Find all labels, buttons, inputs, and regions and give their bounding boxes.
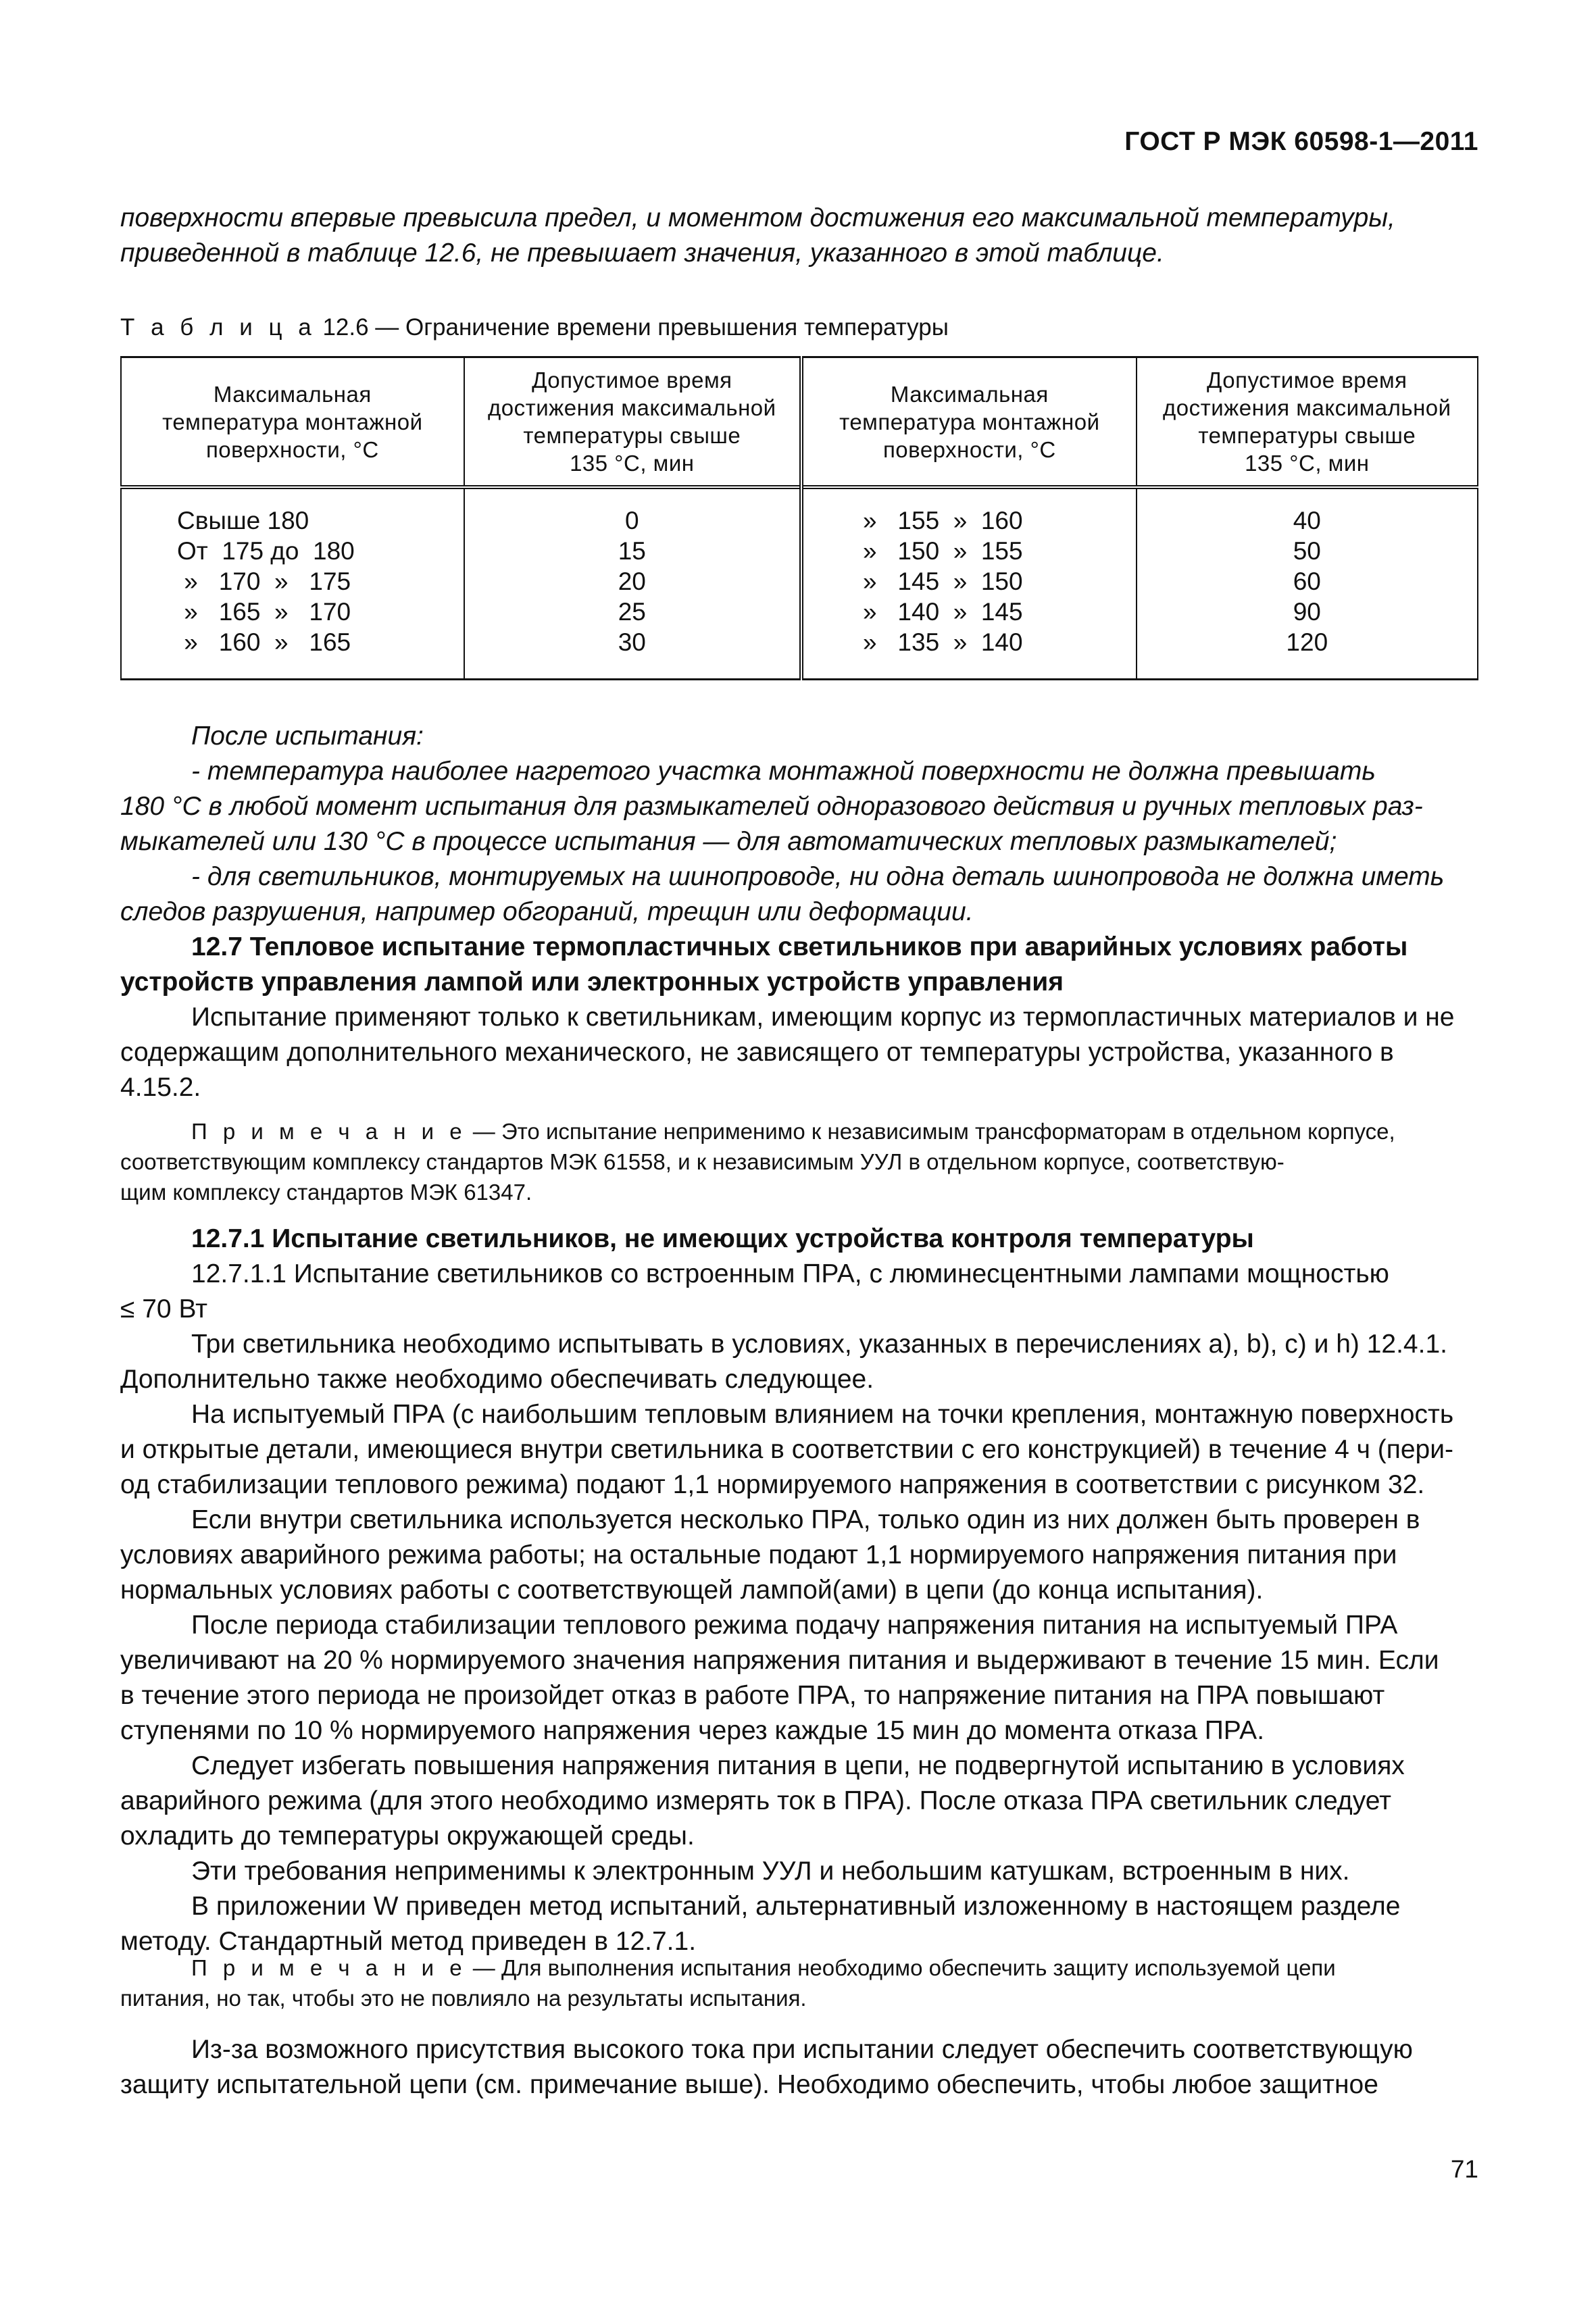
section-heading: 12.7.1 Испытание светильников, не имеющих устройства контроля температуры (191, 1224, 1254, 1253)
text-line: Следует избегать повышения напряжения питания в цепи, не подвергнутой испытанию в условиях (191, 1751, 1405, 1780)
section-12-7 (120, 930, 1478, 1105)
text-line: приведенной в таблице 12.6, не превышает значения, указанного в этой таблице. (120, 238, 1164, 268)
final-paragraph (120, 2032, 1478, 2103)
text-line: аварийного режима (для этого необходимо измерять ток в ПРА). После отказа ПРА светильник следует (120, 1786, 1392, 1815)
note-text: — Это испытание неприменимо к независимым трансформаторам в отдельном корпусе, (466, 1119, 1395, 1144)
table-col-time-1: 0 15 20 25 30 (464, 487, 801, 680)
text-line: методу. Стандартный метод приведен в 12.7.1. (120, 1927, 697, 1956)
text-line: увеличивают на 20 % нормируемого значения напряжения питания и выдерживают в течение 15 мин. Если (120, 1646, 1439, 1675)
note-line: щим комплексу стандартов МЭК 61347. (120, 1180, 532, 1205)
text-line: Если внутри светильника используется несколько ПРА, только один из них должен быть проверен в (191, 1505, 1420, 1534)
table-caption-prefix: Т а б л и ц а (120, 314, 316, 341)
text-line: В приложении W приведен метод испытаний, альтернативный изложенному в настоящем разделе (191, 1892, 1401, 1921)
table-col-time-2: 40 50 60 90 120 (1137, 487, 1478, 680)
text-line: и открытые детали, имеющиеся внутри светильника в соответствии с его конструкцией) в течение 4 ч (пери- (120, 1435, 1454, 1464)
text-line: Из-за возможного присутствия высокого тока при испытании следует обеспечить соответствующую (191, 2035, 1413, 2064)
after-test-section (120, 719, 1478, 930)
table-header-cell: Допустимое время достижения максимальной температуры свыше 135 °С, мин (464, 357, 801, 488)
section-heading: 12.7 Тепловое испытание термопластичных светильников при аварийных условиях работы (191, 932, 1408, 961)
text-line: поверхности впервые превысила предел, и моментом достижения его максимальной температуры, (120, 203, 1395, 232)
text-line: Три светильника необходимо испытывать в условиях, указанных в перечислениях a), b), c) и h) 12.4.1. (191, 1330, 1447, 1359)
page-number: 71 (1450, 2155, 1478, 2183)
table-caption-text: 12.6 — Ограничение времени превышения температуры (316, 314, 949, 341)
text-line: содержащим дополнительного механического, не зависящего от температуры устройства, указанного в (120, 1038, 1394, 1067)
table-col-temperature-2: » 155 » 160 » 150 » 155 » 145 » 150 » 140 » 145 » 135 » 140 (801, 487, 1137, 680)
text-line: - для светильников, монтируемых на шинопроводе, ни одна деталь шинопровода не должна иметь (191, 862, 1445, 891)
text-line: Дополнительно также необходимо обеспечивать следующее. (120, 1365, 874, 1394)
note-1 (120, 1116, 1478, 1207)
text-line: 180 °С в любой момент испытания для размыкателей одноразового действия и ручных тепловых раз- (120, 792, 1423, 821)
text-line: Испытание применяют только к светильникам, имеющим корпус из термопластичных материалов и не (191, 1003, 1455, 1032)
note-prefix: П р и м е ч а н и е (191, 1955, 467, 1980)
table-col-temperature-1: Свыше 180 От 175 до 180 » 170 » 175 » 165 » 170 » 160 » 165 (121, 487, 464, 680)
text-line: охладить до температуры окружающей среды. (120, 1821, 695, 1851)
text-line: - температура наиболее нагретого участка монтажной поверхности не должна превышать (191, 757, 1376, 786)
text-line: в течение этого периода не произойдет отказ в работе ПРА, то напряжение питания на ПРА повышают (120, 1681, 1385, 1710)
note-line: питания, но так, чтобы это не повлияло на результаты испытания. (120, 1986, 807, 2011)
text-line: мыкателей или 130 °С в процессе испытания — для автоматических тепловых размыкателей; (120, 827, 1337, 856)
table-header-cell: Максимальная температура монтажной поверхности, °С (801, 357, 1137, 488)
table-header-row (121, 357, 1478, 488)
after-test-title: После испытания: (191, 722, 424, 751)
temperature-limit-table (120, 356, 1478, 680)
note-prefix: П р и м е ч а н и е (191, 1119, 467, 1144)
table-body-row (121, 487, 1478, 680)
note-2 (120, 1953, 1478, 2013)
text-line: од стабилизации теплового режима) подают 1,1 нормируемого напряжения в соответствии с рисунком 32. (120, 1470, 1425, 1499)
note-text: — Для выполнения испытания необходимо обеспечить защиту используемой цепи (466, 1955, 1336, 1980)
text-line: условиях аварийного режима работы; на остальные подают 1,1 нормируемого напряжения питания при (120, 1540, 1397, 1569)
table-caption (120, 312, 1478, 343)
text-line: 4.15.2. (120, 1073, 201, 1102)
text-line: нормальных условиях работы с соответствующей лампой(ами) в цепи (до конца испытания). (120, 1576, 1264, 1605)
table-header-cell: Допустимое время достижения максимальной температуры свыше 135 °С, мин (1137, 357, 1478, 488)
text-line: ≤ 70 Вт (120, 1294, 208, 1324)
doc-code-header: ГОСТ Р МЭК 60598-1—2011 (1124, 127, 1478, 156)
text-line: защиту испытательной цепи (см. примечание выше). Необходимо обеспечить, чтобы любое защитное (120, 2070, 1378, 2099)
section-12-7-1 (120, 1222, 1478, 1959)
text-line: После периода стабилизации теплового режима подачу напряжения питания на испытуемый ПРА (191, 1611, 1398, 1640)
note-line: соответствующим комплексу стандартов МЭК 61558, и к независимым УУЛ в отдельном корпусе, соответствую- (120, 1149, 1285, 1174)
text-line: ступенями по 10 % нормируемого напряжения через каждые 15 мин до момента отказа ПРА. (120, 1716, 1265, 1745)
text-line: На испытуемый ПРА (с наибольшим тепловым влиянием на точки крепления, монтажную поверхность (191, 1400, 1454, 1429)
text-line: Эти требования неприменимы к электронным УУЛ и небольшим катушкам, встроенным в них. (191, 1857, 1350, 1886)
note-line (120, 1953, 1478, 1983)
text-line: 12.7.1.1 Испытание светильников со встроенным ПРА, с люминесцентными лампами мощностью (191, 1259, 1389, 1288)
text-line: следов разрушения, например обгораний, трещин или деформации. (120, 897, 974, 926)
note-line (120, 1116, 1478, 1147)
section-heading: устройств управления лампой или электронных устройств управления (120, 967, 1064, 997)
table-header-cell: Максимальная температура монтажной поверхности, °С (121, 357, 464, 488)
intro-paragraph (120, 201, 1478, 271)
